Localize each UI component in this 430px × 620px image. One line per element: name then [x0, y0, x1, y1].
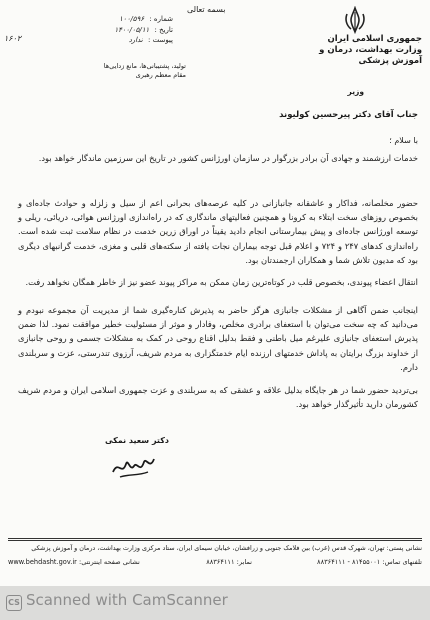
attachment-label: پیوست — [152, 36, 173, 44]
footer-address: نشانی پستی: تهران، شهرک قدس (غرب) بین فلامک جنوبی و زرافشان، خیابان سیمای ایران، ستاد مرکزی وزارت بهداشت، درمان و آموزش پزشکی — [31, 544, 422, 552]
salutation: با سلام ؛ — [389, 136, 418, 145]
ministry-name — [304, 34, 422, 67]
footer-phone — [317, 558, 422, 567]
number-row: شماره : ۱۰۰/۵۹۶ — [119, 15, 173, 23]
number-value: ۱۰۰/۵۹۶ — [119, 15, 145, 23]
number-label: شماره — [153, 15, 173, 23]
date-value: ۱۴۰۰/۰۵/۱۱ — [114, 25, 150, 34]
paragraph-3: انتقال اعضاء پیوندی، بخصوص قلب در کوتاه‌ترین زمان ممکن به مراکز پیوند عضو نیز از خاطر همگان نخواهد رفت. — [25, 277, 418, 287]
footer-fax — [206, 558, 252, 567]
footer-website — [8, 558, 140, 567]
footer-divider — [8, 538, 422, 539]
stamp-number: ۱۶۰۲ — [4, 34, 22, 43]
reference-box — [55, 14, 173, 46]
minister-title: وزیر — [347, 87, 364, 96]
slogan-line-1: تولید، پشتیبانی‌ها، مانع زدایی‌ها — [103, 62, 186, 70]
addressee: جناب آقای دکتر پیرحسین کولیوند — [279, 110, 418, 120]
handwritten-signature — [110, 450, 156, 484]
bismillah-heading: بسمه تعالی — [187, 5, 226, 14]
attachment-value: ندارد — [128, 36, 143, 44]
paragraph-2: حضور مخلصانه، فداکار و عاشقانه جانبازانی در کلیه عرصه‌های بحرانی اعم از سیل و زلزله و حوادث جاده‌ای و بخصوص روزهای سخت ابتلاء به کرونا و همچنین فعالیتهای ماندگاری که در راه‌اندازی اورژانس هوائی، دریائی، ریلی و توسعه اورژانس جاده‌ای و پیش بیمارستانی انجام دادید یقیناً در اوراق زرین خدمت در نظام سلامت ثبت شده است. راه‌اندازی کدهای ۲۴۷ و ۷۲۴ و اعلام قبل توجه بیماران نجات یافته از سکته‌های قلبی و مغزی، خدمت گرانبهای دیگری بود که مدیون تلاش شما و همکاران ارجمندتان بود. — [18, 198, 418, 265]
website-label: نشانی صفحه اینترنتی: — [78, 558, 140, 566]
fax-label: نمابر: — [236, 558, 252, 566]
attachment-row: پیوست : ندارد — [128, 36, 173, 44]
camscanner-logo-icon: CS — [6, 595, 22, 611]
paragraph-1: خدمات ارزشمند و جهادی آن برادر بزرگوار در سازمان اورژانس کشور در تاریخ این سرزمین ماندگار خواهد بود. — [38, 153, 418, 163]
website-value: www.behdasht.gov.ir — [8, 558, 77, 566]
footer-divider-2 — [8, 540, 422, 541]
date-row: تاریخ : ۱۴۰۰/۰۵/۱۱ — [114, 25, 173, 34]
paragraph-5: بی‌تردید حضور شما در هر جایگاه بدلیل علاقه و عشقی که به سربلندی و عزت جمهوری اسلامی ایران و مردم شریف کشورمان دارید تأثیرگذار خواهد بود. — [18, 385, 418, 410]
date-label: تاریخ — [159, 25, 173, 34]
fax-value: ۸۸۳۶۴۱۱۱ — [206, 558, 235, 566]
scanner-watermark-text: Scanned with CamScanner — [26, 591, 228, 609]
phone-value: ۸۱۴۵۵۰۰۱ - ۸۸۳۶۴۱۱۱ — [317, 558, 381, 566]
ministry-line-2: وزارت بهداشت، درمان و آموزش پزشکی — [319, 45, 422, 66]
ministry-line-1: جمهوری اسلامی ایران — [327, 34, 422, 44]
slogan — [46, 62, 186, 80]
paragraph-4: اینجانب ضمن آگاهی از مشکلات جانبازی هرگز حاضر به پذیرش کناره‌گیری شما از مدیریت آن مجموعه نبودم و می‌دانید که چه سخت می‌توان با استعفای برادری مخلص، وفادار و موثر از مسئولیت خطیر موافقت نمود. لذا ضمن پذیرش استعفای جانبازی علیرغم میل باطنی و فقط بدلیل اقناع روحی در کمک به مشکلات جسمی و روحی جانبازی از خداوند بزرگ برایتان به پاداش خدمتهای ارزنده ایام خدمتگزاری به مردم شریف، آرزوی تندرستی، عزت و سربلندی دارم. — [18, 305, 418, 372]
phone-label: تلفنهای تماس: — [382, 558, 422, 566]
signer-name: دکتر سعید نمکی — [105, 436, 169, 445]
slogan-line-2: مقام معظم رهبری — [135, 71, 186, 79]
